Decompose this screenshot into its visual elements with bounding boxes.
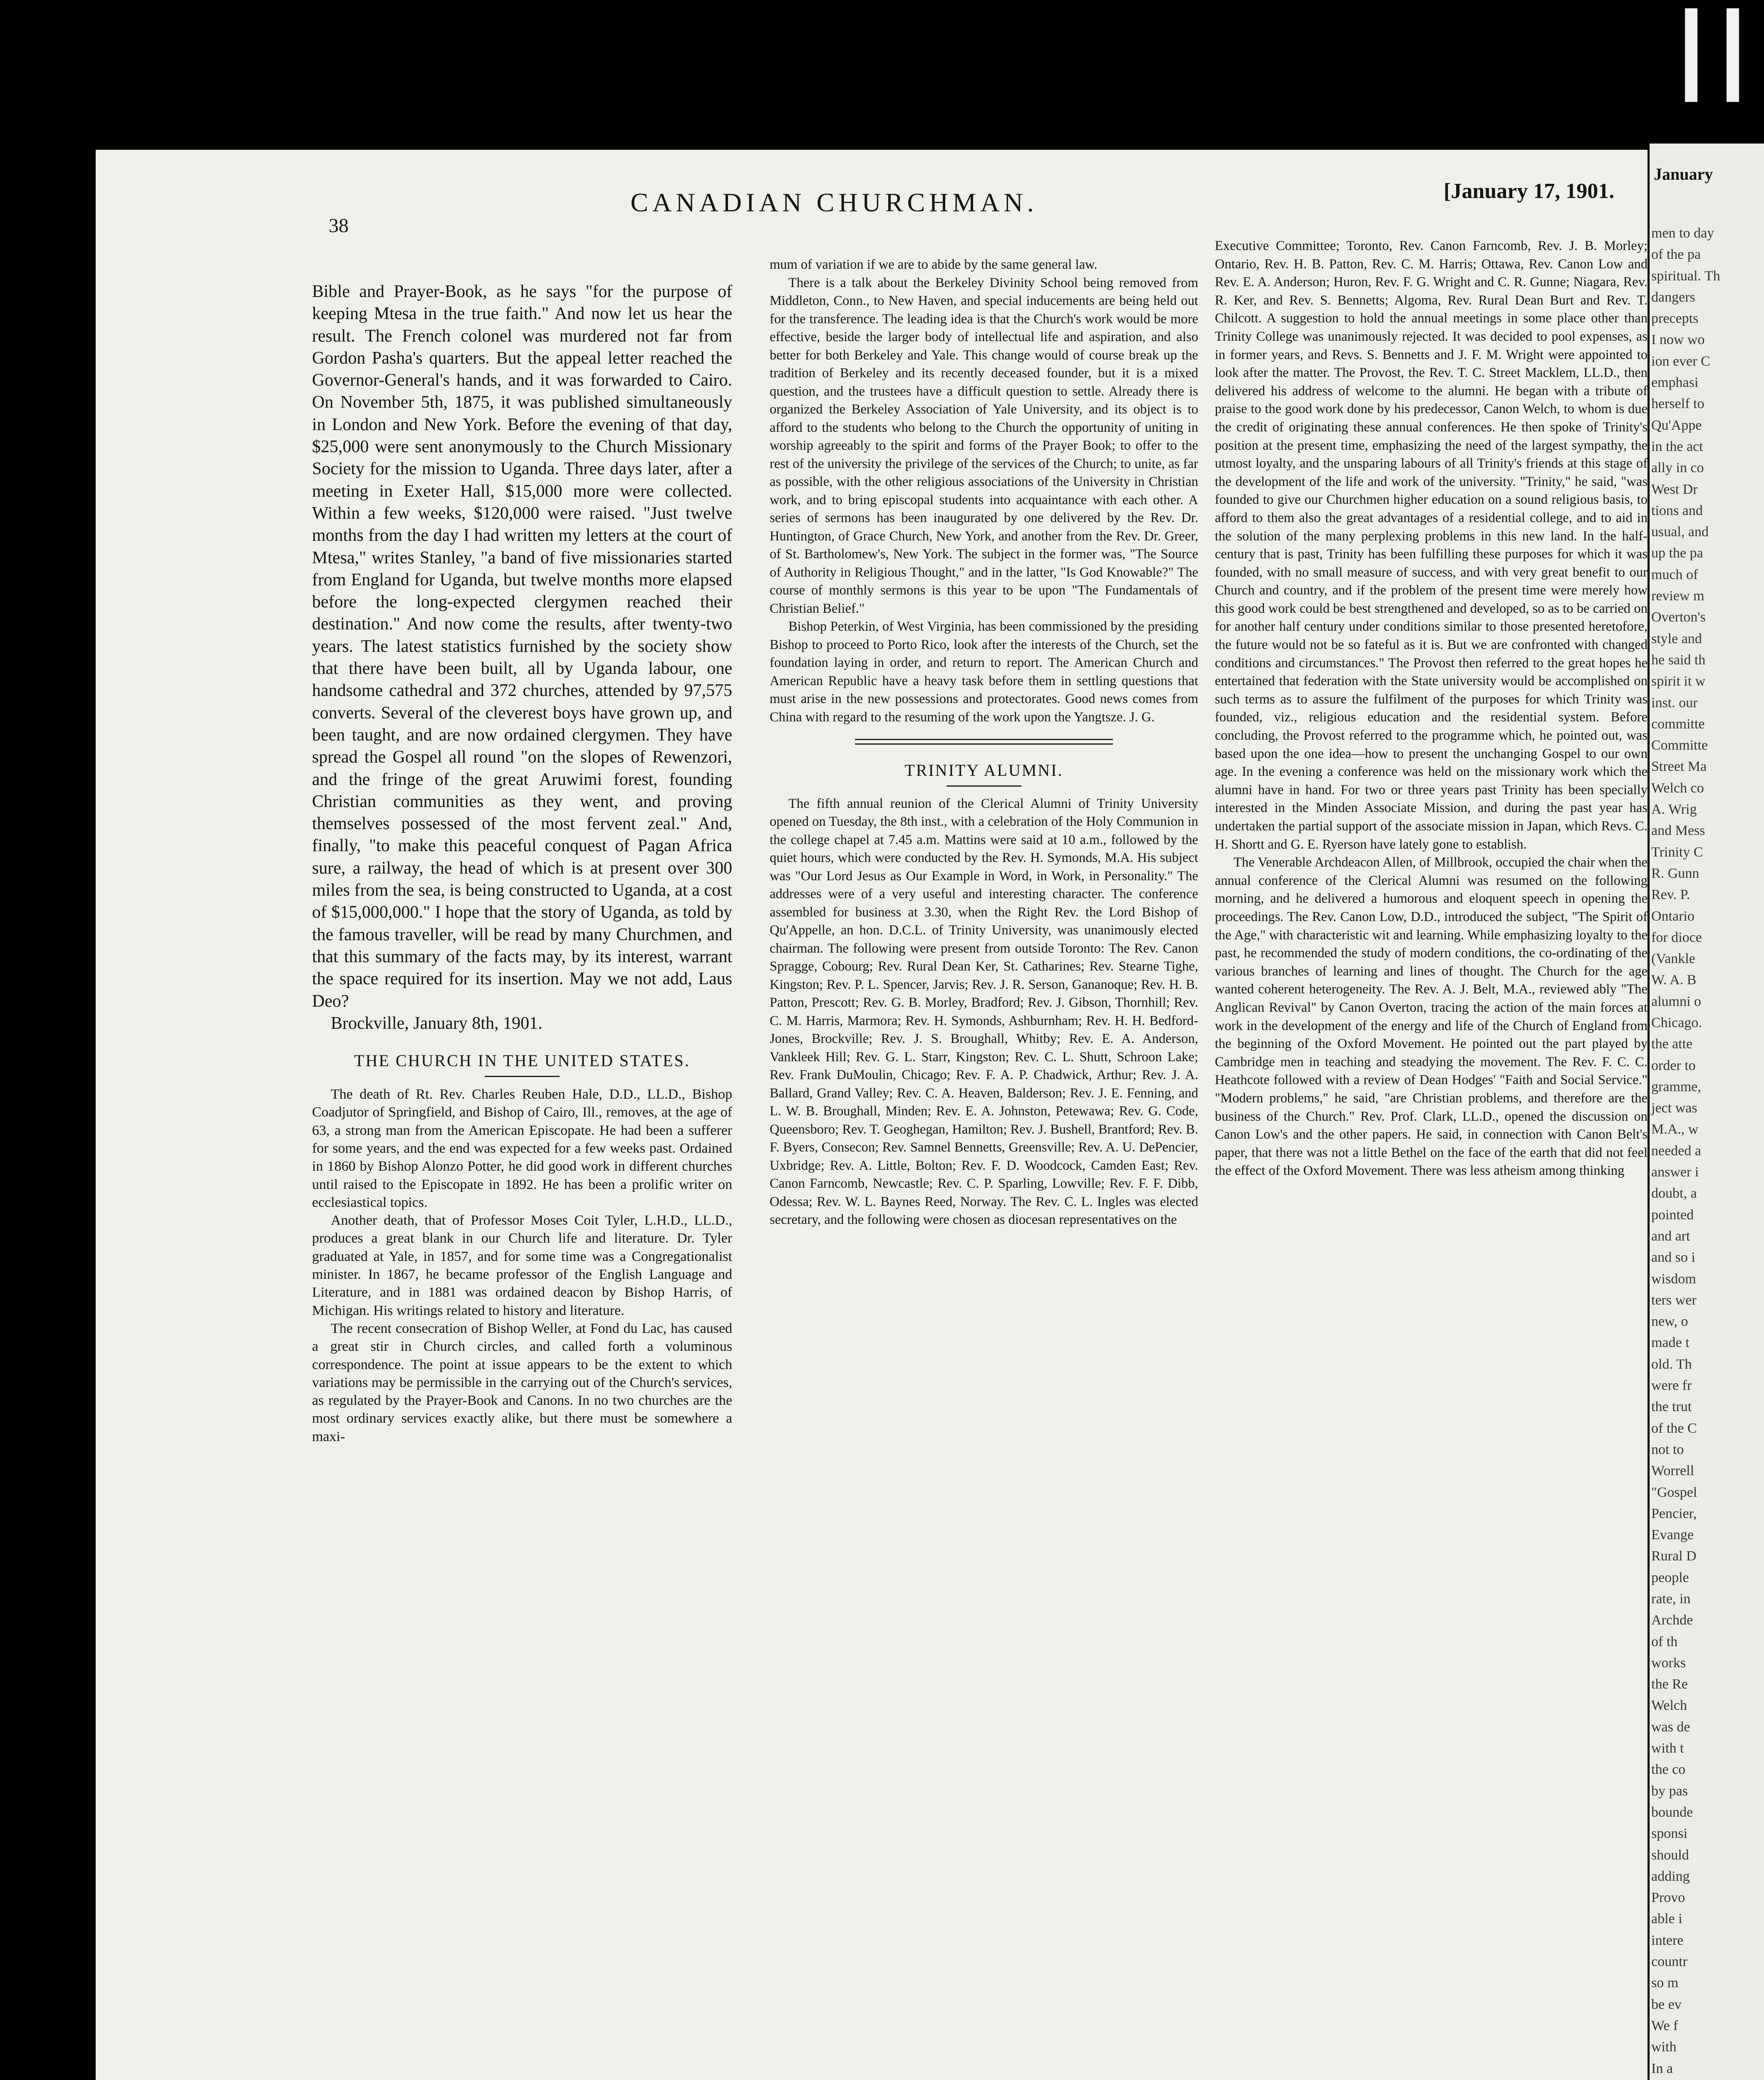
adjacent-page-line: rate, in (1651, 1591, 1691, 1607)
adjacent-page-line: the trut (1651, 1399, 1692, 1415)
adjacent-page-line: inst. our (1651, 695, 1698, 711)
adjacent-page-text (1651, 223, 1759, 2079)
adjacent-page-line: committe (1651, 716, 1705, 732)
article-paragraph: Executive Committee; Toronto, Rev. Canon Farncomb, Rev. J. B. Morley; Ontario, Rev. H. B. Patton, Rev. C. M. Harris; Ottawa, Rev. Canon Low and Rev. E. A. Anderson; Huron, Rev. F. G. Wright and C. R. Gunne; Niagara, Rev. R. Ker, and Rev. S. Bennetts; Algoma, Rev. Rural Dean Burt and Rev. T. Chilcott. A suggestion to hold the annual meetings in some place other than Trinity College was unanimously rejected. It was decided to pool expenses, as in former years, and Revs. S. Bennetts and J. F. M. Wright were appointed to look after the matter. The Provost, the Rev. T. C. Street Macklem, LL.D., then delivered his address of welcome to the alumni. He began with a tribute of praise to the good work done by his predecessor, Canon Welch, to whom is due the credit of originating these annual conferences. He then spoke of Trinity's position at the present time, emphasizing the need of the largest sympathy, the utmost loyalty, and the unsparing labours of all Trinity's friends at this stage of the development of the life and work of the university. "Trinity," he said, "was founded to give our Churchmen higher education on a sound religious basis, to afford to them also the great advantages of a residential college, and to aid in the solution of the many perplexing problems in this new land. In the half-century that is past, Trinity has been fulfilling these purposes for which it was founded, with no small measure of success, and with very great benefit to our Church and country, and if the problem of the present time were merely how this good work could be best strengthened and developed, so as to be carried on for another half century under conditions similar to those presented heretofore, the future would not be so fateful as it is. But we are confronted with changed conditions and circumstances." The Provost then referred to the great hopes he entertained that federation with the State university would be accomplished on such terms as to assure the fulfilment of the purposes for which Trinity was founded, viz., religious education and the residential system. Before concluding, the Provost referred to the programme which, he pointed out, was based upon the one idea—how to present the unchanging Gospel to our own age. In the evening a conference was held on the missionary work which the alumni have in hand. For two or three years past Trinity has been specially interested in the Minden Associate Mission, and during the past year has undertaken the partial support of the associate mission in Japan, which Revs. C. H. Shortt and G. E. Ryerson have lately gone to establish. (1215, 238, 1648, 852)
adjacent-page-line: made t (1651, 1335, 1690, 1351)
article-paragraph: The death of Rt. Rev. Charles Reuben Hale, D.D., LL.D., Bishop Coadjutor of Springfield, and Bishop of Cairo, Ill., removes, at the age of 63, a strong man from the American Episcopate. He had been a sufferer for some years, and the end was expected for a few weeks past. Ordained in 1860 by Bishop Alonzo Potter, he did good work in different churches until raised to the Episcopate in 1892. He has been a prolific writer on ecclesiastical topics. (312, 1087, 732, 1210)
adjacent-page-line: works (1651, 1655, 1686, 1671)
section-title-church-in-us: THE CHURCH IN THE UNITED STATES. (354, 1051, 690, 1070)
adjacent-page-line: ally in co (1651, 460, 1704, 476)
adjacent-page-line: precepts (1651, 311, 1699, 327)
adjacent-page-line: and art (1651, 1228, 1690, 1244)
adjacent-page-line: Rural D (1651, 1548, 1697, 1564)
adjacent-page-line: of the pa (1651, 247, 1701, 262)
section-double-rule (855, 739, 1113, 745)
adjacent-page-line: old. Th (1651, 1356, 1692, 1372)
article-paragraph: Bishop Peterkin, of West Virginia, has been commissioned by the presiding Bishop to proceed to Porto Rico, look after the interests of the Church, set the foundation laying in order, and return to report. The American Church and American Republic have a heavy task before them in settling questions that must arise in the new possessions and protectorates. Good news comes from China with regard to the resuming of the work upon the Yangtsze. J. G. (770, 619, 1198, 725)
adjacent-page-line: tions and (1651, 503, 1703, 518)
film-edge-mark (1727, 8, 1739, 102)
adjacent-page-line: should (1651, 1847, 1689, 1863)
adjacent-page-line: with (1651, 2039, 1677, 2055)
adjacent-page-line: in the act (1651, 438, 1703, 454)
adjacent-page-line: answer i (1651, 1164, 1699, 1180)
adjacent-page-line: the Re (1651, 1676, 1688, 1692)
article-paragraph: The recent consecration of Bishop Weller, at Fond du Lac, has caused a great stir in Church circles, and called forth a voluminous correspondence. The point at issue appears to be the extent to which variations may be permissible in the carrying out of the Church's services, as regulated by the Prayer-Book and Canons. In no two churches are the most ordinary services exactly alike, but there must be somewhere a maxi- (312, 1320, 732, 1444)
adjacent-page-line: ion ever C (1651, 353, 1710, 369)
adjacent-page-line: intere (1651, 1932, 1684, 1948)
adjacent-page-line: West Dr (1651, 481, 1698, 497)
adjacent-page-line: be ev (1651, 1996, 1682, 2012)
adjacent-page-line: the atte (1651, 1036, 1693, 1052)
adjacent-page-line: dangers (1651, 289, 1695, 305)
adjacent-page-line: Trinity C (1651, 844, 1703, 860)
adjacent-page-line: A. Wrig (1651, 802, 1697, 817)
adjacent-page-line: alumni o (1651, 993, 1701, 1009)
adjacent-page-line: by pas (1651, 1783, 1688, 1799)
page-number: 38 (329, 215, 349, 237)
masthead-title: CANADIAN CHURCHMAN. (630, 188, 1038, 217)
adjacent-page-line: spirit it w (1651, 674, 1706, 689)
issue-date: [January 17, 1901. (1444, 179, 1615, 203)
adjacent-page-line: not to (1651, 1441, 1684, 1457)
column-3 (1215, 237, 1648, 1180)
adjacent-page-line: up the pa (1651, 545, 1703, 561)
article-paragraph: There is a talk about the Berkeley Divinity School being removed from Middleton, Conn., to New Haven, and special inducements are being held out for the transference. The leading idea is that the Church's work would be more effective, beside the larger body of intellectual life and aspiration, and also better for both Berkeley and Yale. This change would of course break up the tradition of Berkeley and its recently deceased founder, but it is a mixed question, and the trustees have a difficult question to settle. Already there is organized the Berkeley Association of Yale University, and its object is to afford to the students who belong to the Church the opportunity of uniting in worship agreeably to the spirit and forms of the Prayer Book; to offer to the rest of the university the privilege of the services of the Church; to unite, as far as possible, with the other religious associations of the University in Christian work, and to bring episcopal students into acquaintance with each other. A series of sermons has been inaugurated by one delivered by the Rev. Dr. Huntington, of Grace Church, New York, and another from the Rev. Dr. Greer, of St. Bartholomew's, New York. The subject in the former was, "The Source of Authority in Religious Thought," and in the latter, "Is God Knowable?" The course of monthly sermons is this year to be upon "The Fundamentals of Christian Belief." (770, 275, 1198, 616)
article-paragraph: mum of variation if we are to abide by the same general law. (770, 257, 1098, 272)
adjacent-page-line: W. A. B (1651, 972, 1697, 988)
column-1 (312, 281, 732, 1446)
adjacent-page-line: sponsi (1651, 1826, 1687, 1842)
adjacent-page-line: In a (1651, 2060, 1673, 2076)
adjacent-page-line: I now wo (1651, 332, 1705, 348)
adjacent-page-line: Provo (1651, 1890, 1685, 1906)
adjacent-page-line: "Gospel (1651, 1484, 1697, 1500)
adjacent-page-line: was de (1651, 1719, 1690, 1735)
adjacent-page-line: wisdom (1651, 1271, 1696, 1287)
adjacent-page-line: of th (1651, 1634, 1678, 1649)
article-paragraph: The fifth annual reunion of the Clerical Alumni of Trinity University opened on Tuesday, the 8th inst., with a celebration of the Holy Communion in the college chapel at 7.45 a.m. Mattins were said at 10 a.m., followed by the quiet hours, which were conducted by the Rev. H. Symonds, M.A. His subject was "Our Lord Jesus as Our Example in Word, in Work, in Personality." The addresses were of a very useful and interesting character. The conference assembled for business at 3.30, when the Right Rev. the Lord Bishop of Qu'Appelle, an hon. D.C.L. of Trinity University, was unanimously elected chairman. The following were present from outside Toronto: The Rev. Canon Spragge, Cobourg; Rev. Rural Dean Ker, St. Catharines; Rev. Stearne Tighe, Kingston; Rev. P. L. Spencer, Jarvis; Rev. J. R. Serson, Gananoque; Rev. H. B. Patton, Prescott; Rev. G. B. Morley, Bradford; Rev. J. Gibson, Thornhill; Rev. C. M. Harris, Marmora; Rev. H. Symonds, Ashburnham; Rev. H. H. Bedford-Jones, Brockville; Rev. J. S. Broughall, Whitby; Rev. E. A. Anderson, Vankleek Hill; Rev. G. L. Starr, Kingston; Rev. C. L. Shutt, Schroon Lake; Rev. Frank DuMoulin, Chicago; Rev. F. A. P. Chadwick, Arthur; Rev. J. A. Ballard, Grand Valley; Rev. C. A. Heaven, Balderson; Rev. J. E. Fenning, and L. W. B. Broughall, Minden; Rev. E. A. Johnston, Petewawa; Rev. G. Code, Queensboro; Rev. T. Geoghegan, Hamilton; Rev. J. Bushell, Brantford; Rev. B. F. Byers, Consecon; Rev. Samnel Bennetts, Greensville; Rev. A. U. DePencier, Uxbridge; Rev. A. Little, Bolton; Rev. F. D. Woodcock, Camden East; Rev. Canon Farncomb, Newcastle; Rev. C. P. Sparling, Lowville; Rev. F. F. Dibb, Odessa; Rev. W. L. Baynes Reed, Norway. The Rev. C. L. Ingles was elected secretary, and the following were chosen as diocesan representatives on the (770, 796, 1198, 1227)
adjacent-page-line: We f (1651, 2018, 1678, 2033)
adjacent-page-line: Ontario (1651, 908, 1695, 924)
adjacent-page-line: pointed (1651, 1207, 1694, 1223)
adjacent-page-line: order to (1651, 1057, 1696, 1073)
article-dateline: Brockville, January 8th, 1901. (331, 1013, 543, 1033)
adjacent-page-line: bounde (1651, 1804, 1693, 1820)
article-paragraph: Another death, that of Professor Moses Coit Tyler, L.H.D., LL.D., produces a great blank in our Church life and literature. Dr. Tyler graduated at Yale, in 1857, and for some time was a Congregationalist minister. In 1867, he became professor of the English Language and Literature, and in 1881 was ordained deacon by Bishop Harris, of Michigan. His writings related to history and literature. (312, 1213, 732, 1318)
adjacent-page-line: people (1651, 1570, 1689, 1585)
adjacent-page-line: Archde (1651, 1612, 1693, 1628)
adjacent-page-line: much of (1651, 567, 1698, 582)
adjacent-page-line: Welch co (1651, 780, 1704, 796)
adjacent-page-line: R. Gunn (1651, 865, 1700, 881)
adjacent-page-line: men to day (1651, 225, 1714, 241)
adjacent-page-line: Committe (1651, 738, 1708, 753)
adjacent-page-fragment (1650, 144, 1764, 2080)
article-paragraph: Bible and Prayer-Book, as he says "for the purpose of keeping Mtesa in the true faith." And now let us hear the result. The French colonel was murdered not far from Gordon Pasha's quarters. But the appeal letter reached the Governor-General's hands, and it was forwarded to Cairo. On November 5th, 1875, it was published simultaneously in London and New York. Before the evening of that day, $25,000 were sent anonymously to the Church Missionary Society for the mission to Uganda. Three days later, after a meeting in Exeter Hall, $15,000 more were collected. Within a few weeks, $120,000 were raised. "Just twelve months from the day I had written my letters at the court of Mtesa," writes Stanley, "a band of five missionaries started from England for Uganda, but twelve months more elapsed before the long-expected clergymen reached their destination." And now come the results, after twenty-two years. The latest statistics furnished by the society show that there have been built, all by Uganda labour, one handsome cathedral and 372 churches, attended by 97,575 converts. Several of the cleverest boys have grown up, and been taught, and are now ordained clergymen. They have spread the Gospel all round "on the slopes of Rewenzori, and the fringe of the great Aruwimi forest, founding Christian communities as they went, and proving themselves possessed of the most fervent zeal." And, finally, "to make this peaceful conquest of Pagan Africa sure, a railway, the head of which is at present over 300 miles from the sea, is being constructed to Uganda, at a cost of $15,000,000." I hope that the story of Uganda, as told by the famous traveller, will be read by many Churchmen, and that this summary of the facts may, by its interest, warrant the space required for its insertion. May we not add, Laus Deo? (312, 282, 732, 1011)
adjacent-page-line: M.A., w (1651, 1122, 1699, 1137)
adjacent-page-line: and Mess (1651, 823, 1705, 839)
adjacent-page-line: Welch (1651, 1698, 1687, 1714)
adjacent-page-line: Overton's (1651, 609, 1706, 625)
adjacent-page-line: adding (1651, 1868, 1690, 1884)
adjacent-page-line: usual, and (1651, 524, 1709, 540)
adjacent-page-line: able i (1651, 1911, 1682, 1927)
adjacent-page-line: Street Ma (1651, 759, 1707, 775)
section-title-trinity-alumni: TRINITY ALUMNI. (904, 761, 1063, 780)
adjacent-page-line: ject was (1651, 1100, 1697, 1116)
adjacent-page-line: spiritual. Th (1651, 268, 1720, 284)
adjacent-page-line: with t (1651, 1741, 1684, 1756)
adjacent-page-line: of the C (1651, 1420, 1697, 1436)
adjacent-page-line: Evange (1651, 1527, 1694, 1543)
adjacent-page-line: needed a (1651, 1143, 1701, 1159)
adjacent-page-line: (Vankle (1651, 951, 1695, 967)
adjacent-page-line: Rev. P. (1651, 887, 1690, 903)
film-edge-mark (1685, 8, 1697, 102)
adjacent-page-line: Qu'Appe (1651, 417, 1702, 433)
section-rule (946, 785, 1021, 787)
adjacent-page-line: Chicago. (1651, 1015, 1702, 1030)
section-rule (485, 1076, 560, 1077)
adjacent-page-line: review m (1651, 588, 1705, 604)
column-2 (770, 256, 1198, 1229)
adjacent-page-line: Worrell (1651, 1463, 1694, 1479)
adjacent-page-line: ters wer (1651, 1292, 1697, 1308)
adjacent-page-line: the co (1651, 1762, 1686, 1778)
adjacent-page-line: he said th (1651, 652, 1706, 668)
adjacent-page-line: gramme, (1651, 1079, 1701, 1094)
adjacent-page-line: countr (1651, 1954, 1687, 1970)
adjacent-page-line: were fr (1651, 1378, 1692, 1394)
article-paragraph: The Venerable Archdeacon Allen, of Millbrook, occupied the chair when the annual conference of the Clerical Alumni was resumed on the following morning, and he delivered a humorous and eloquent speech in opening the proceedings. The Rev. Canon Low, D.D., introduced the subject, "The Spirit of the Age," with characteristic wit and learning. While emphasizing loyalty to the past, he recommended the study of modern conditions, the co-ordinating of the various branches of learning and lines of thought. The Church for the age wanted coherent heterogeneity. The Rev. A. J. Belt, M.A., reviewed ably "The Anglican Revival" by Canon Overton, tracing the action of the main forces at work in the development of the energy and life of the Church of England from the beginning of the Oxford Movement. He pointed out the part played by Cambridge men in teaching and steadying the movement. The Rev. F. C. C. Heathcote followed with a review of Dean Hodges' "Faith and Social Service." "Modern problems," he said, "are Christian problems, and therefore are the business of the Church." Rev. Prof. Clark, LL.D., opened the discussion on Canon Low's and the other papers. He said, in connection with Canon Belt's paper, that there was not a little Bethel on the face of the earth that did not feel the effect of the Oxford Movement. There was less atheism among thinking (1215, 855, 1648, 1179)
adjacent-page-line: emphasi (1651, 375, 1699, 391)
adjacent-page-line: so m (1651, 1975, 1679, 1991)
adjacent-page-line: doubt, a (1651, 1186, 1697, 1201)
adjacent-page-header: January (1654, 165, 1713, 183)
adjacent-page-line: for dioce (1651, 929, 1702, 945)
adjacent-page-line: style and (1651, 631, 1702, 646)
adjacent-page-line: new, o (1651, 1314, 1688, 1330)
adjacent-page-line: Pencier, (1651, 1506, 1697, 1521)
newspaper-page (96, 150, 1648, 2080)
adjacent-page-line: and so i (1651, 1250, 1695, 1265)
adjacent-page-line: herself to (1651, 396, 1705, 412)
